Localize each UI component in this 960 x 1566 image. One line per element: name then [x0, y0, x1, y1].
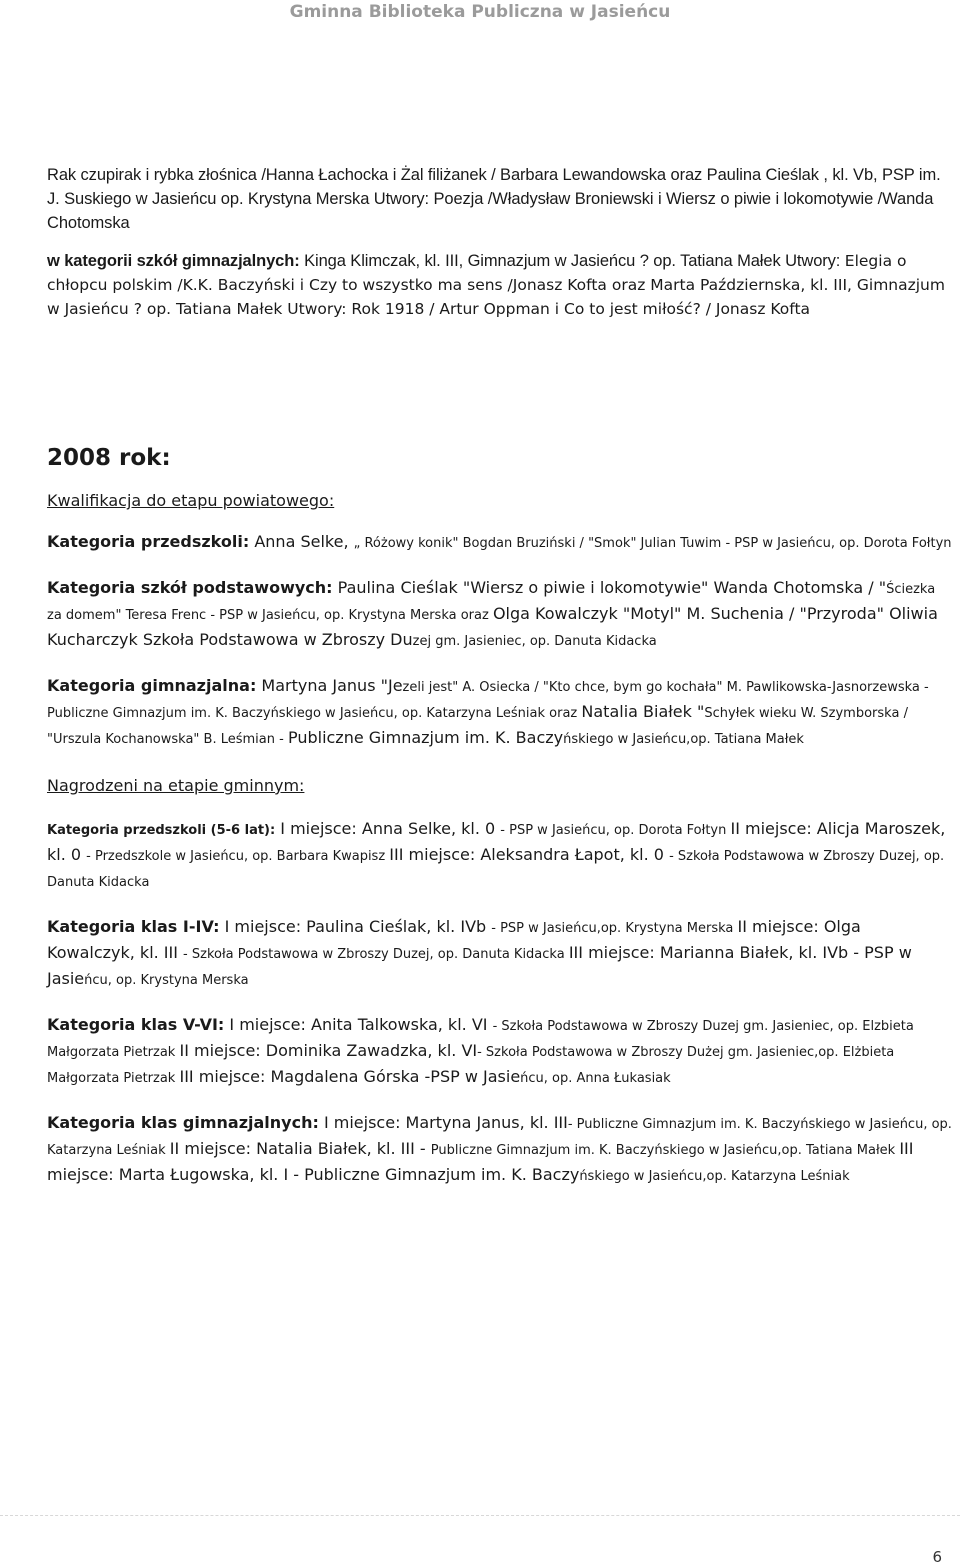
- text-span: ńcu, op. Krystyna Merska: [84, 973, 249, 988]
- text-span: I miejsce: Anita Talkowska, kl. VI: [224, 1015, 493, 1034]
- text-span: - Szkoła Podstawowa w Zbroszy Du: [669, 849, 898, 864]
- text-span: Schyłek wieku W. Szymborska / "Urszula Kochanowska" B. Leśmian -: [47, 706, 908, 747]
- text-span: Paulina Cieślak "Wiersz o piwie i lokomotywie" Wanda Chotomska / ": [332, 578, 887, 597]
- text-span: ńskiego w Jasieńcu,op. Katarzyna Leśniak: [579, 1169, 850, 1184]
- text-span: - Szkoła Podstawowa w Zbroszy Duzej, op. Danuta Kidacka: [183, 947, 569, 962]
- award-klas-1-4: [47, 915, 953, 993]
- category-label: Kategoria klas I-IV:: [47, 917, 220, 936]
- category-label: Kategoria przedszkoli (5-6 lat):: [47, 823, 276, 838]
- category-label: w kategorii szkół gimnazjalnych:: [47, 252, 300, 270]
- text-span: Publiczne Gimnazjum im. K. Baczyńskiego w Jasieńcu,op. Tatiana Małek: [430, 1143, 900, 1158]
- text-span: zej, op. Danuta Kidacka: [47, 849, 945, 890]
- paragraph-gimnazjalne: [47, 249, 953, 321]
- text-span: ńskiego w Jasieńcu,op. Tatiana Małek: [563, 732, 804, 747]
- text-span: Publiczne Gimnazjum im. K. Baczy: [304, 1165, 580, 1184]
- text-span: - Szkoła Podstawowa w Zbroszy Dużej gm. Jasieniec,op. Elżbieta Małgorzata Pietrzak: [47, 1045, 895, 1086]
- text-span: „ Różowy konik" Bogdan Bruziński / "Smok" Julian Tuwim - PSP w Jasieńcu, op. Dorota Fołtyn: [353, 536, 952, 551]
- paragraph-intro: Rak czupirak i rybka złośnica /Hanna Łachocka i Żal filiżanek / Barbara Lewandowska oraz Paulina Cieślak , kl. Vb, PSP im. J. Suskiego w Jasieńcu op. Krystyna Merska Utwory: Poezja /Władysław Broniewski i Wiersz o piwie i lokomotywie /Wanda Chotomska: [47, 166, 941, 232]
- category-label: Kategoria gimnazjalna:: [47, 676, 257, 695]
- text-span: - PSP w Jasieńcu, op. Dorota Fołtyn: [500, 823, 731, 838]
- award-klas-gimnazjalnych: [47, 1111, 953, 1189]
- document-body: [47, 163, 953, 1189]
- text-span: zej gm. Jasieniec, op. Danuta Kidacka: [412, 634, 657, 649]
- text-span: zeli jest" A. Osiecka / "Kto chce, bym go kochała" M. Pawlikowska-Jasnorzewska - Publiczne Gimnazjum im. K. Baczyńskiego w Jasieńcu, op. Katarzyna Leśniak oraz: [47, 680, 929, 721]
- text-span: Ściezka za domem" Teresa Frenc - PSP w Jasieńcu, op. Krystyna Merska oraz: [47, 582, 936, 623]
- text-span: Publiczne Gimnazjum im. K. Baczy: [287, 728, 564, 747]
- text-span: I miejsce: Martyna Janus, kl. III: [318, 1113, 568, 1132]
- text-span: ńcu, op. Anna Łukasiak: [520, 1071, 671, 1086]
- category-label: Kategoria szkół podstawowych:: [47, 578, 333, 597]
- award-klas-5-6: [47, 1013, 953, 1091]
- text-span: I miejsce: Paulina Cieślak, kl. IVb: [219, 917, 492, 936]
- text-span: - Przedszkole w Jasieńcu, op. Barbara Kwapisz: [86, 849, 390, 864]
- qualification-gimnazjalna: [47, 674, 953, 752]
- year-heading: 2008 rok:: [47, 445, 171, 471]
- text-span: Elegia o chłopcu polskim /K.K. Baczyński i Czy to wszystko ma sens /Jonasz Kofta oraz Marta Październska, kl. III, Gimnazjum w Jasieńcu ? op. Tatiana Małek Utwory: Rok 1918 / Artur Oppman i Co to jest miłość? / Jonasz Kofta: [47, 252, 945, 318]
- qualification-przedszkoli: [47, 530, 953, 556]
- page-header-title: Gminna Biblioteka Publiczna w Jasieńcu: [289, 2, 671, 22]
- category-label: Kategoria przedszkoli:: [47, 532, 250, 551]
- text-span: - Szkoła Podstawowa w Zbroszy Duzej gm. Jasieniec, op. Elzbieta Małgorzata Pietrzak: [47, 1019, 914, 1060]
- text-span: III miejsce: Marianna Białek, kl. IVb - PSP w Jasie: [47, 943, 912, 988]
- text-span: Anna Selke,: [249, 532, 354, 551]
- text-span: Martyna Janus "Je: [256, 676, 403, 695]
- text-span: II miejsce: Natalia Białek, kl. III -: [169, 1139, 431, 1158]
- text-span: III miejsce: Magdalena Górska -PSP w Jasie: [179, 1067, 521, 1086]
- awards-heading: Nagrodzeni na etapie gminnym:: [47, 776, 305, 795]
- page-number: 6: [932, 1548, 942, 1566]
- text-span: II miejsce: Olga Kowalczyk, kl. III: [47, 917, 861, 962]
- text-span: - Publiczne Gimnazjum im. K. Baczyńskiego w Jasieńcu, op. Katarzyna Leśniak: [47, 1117, 952, 1158]
- text-span: II miejsce: Dominika Zawadzka, kl. VI: [179, 1041, 478, 1060]
- page-divider: [0, 1515, 960, 1516]
- text-span: Natalia Białek ": [581, 702, 705, 721]
- award-przedszkoli: [47, 817, 953, 895]
- text-span: - PSP w Jasieńcu,op. Krystyna Merska: [491, 921, 738, 936]
- text-span: I miejsce: Anna Selke, kl. 0: [275, 819, 501, 838]
- text-span: II miejsce: Alicja Maroszek, kl. 0: [47, 819, 946, 864]
- text-span: III miejsce: Marta Ługowska, kl. I -: [47, 1139, 914, 1184]
- qualification-heading: Kwalifikacja do etapu powiatowego:: [47, 491, 335, 510]
- text-span: Olga Kowalczyk "Motyl" M. Suchenia / "Przyroda" Oliwia Kucharczyk Szkoła Podstawowa w Zbroszy Du: [47, 604, 938, 649]
- category-label: Kategoria klas V-VI:: [47, 1015, 225, 1034]
- text-span: III miejsce: Aleksandra Łapot, kl. 0: [389, 845, 670, 864]
- category-label: Kategoria klas gimnazjalnych:: [47, 1113, 319, 1132]
- text-span: Kinga Klimczak, kl. III, Gimnazjum w Jasieńcu ? op. Tatiana Małek Utwory:: [299, 252, 845, 270]
- qualification-podstawowe: [47, 576, 953, 654]
